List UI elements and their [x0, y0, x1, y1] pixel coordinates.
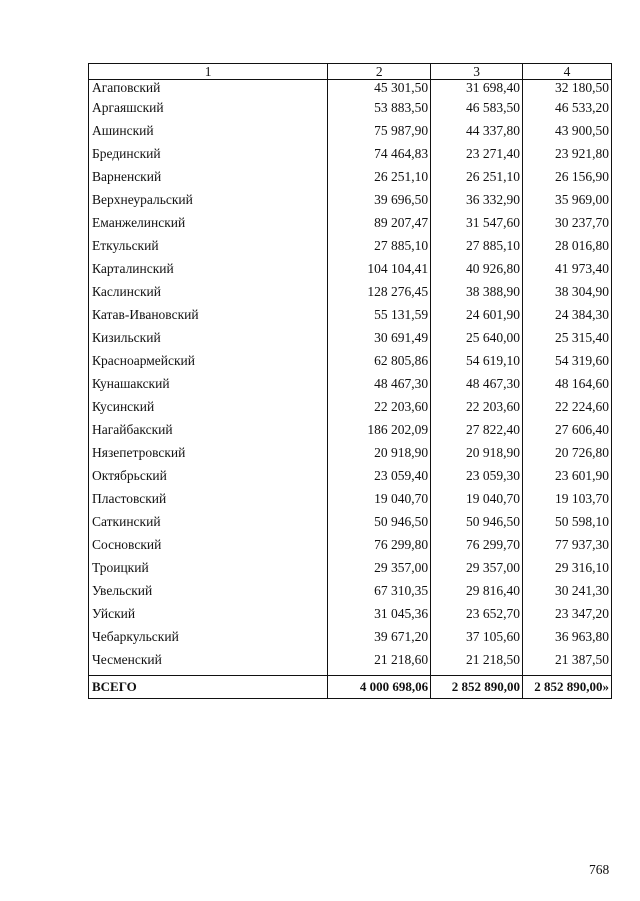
- value-cell-col4: 50 598,10: [523, 514, 612, 537]
- value-cell-col3: 24 601,90: [431, 307, 523, 330]
- table-row: [89, 468, 612, 491]
- value-cell-col3: 44 337,80: [431, 123, 523, 146]
- district-name-cell: Кизильский: [89, 330, 328, 353]
- value-cell-col4: 48 164,60: [523, 376, 612, 399]
- district-name-cell: Сосновский: [89, 537, 328, 560]
- table-row: [89, 192, 612, 215]
- value-cell-col4: 23 601,90: [523, 468, 612, 491]
- value-cell-col3: 54 619,10: [431, 353, 523, 376]
- table-row: [89, 261, 612, 284]
- value-cell-col4: 27 606,40: [523, 422, 612, 445]
- value-cell-col2: 30 691,49: [328, 330, 431, 353]
- table-row: [89, 537, 612, 560]
- table-row: [89, 560, 612, 583]
- table-row: [89, 238, 612, 261]
- value-cell-col3: 38 388,90: [431, 284, 523, 307]
- value-cell-col2: 26 251,10: [328, 169, 431, 192]
- value-cell-col2: 50 946,50: [328, 514, 431, 537]
- table-row: [89, 652, 612, 676]
- value-cell-col3: 50 946,50: [431, 514, 523, 537]
- value-cell-col4: 54 319,60: [523, 353, 612, 376]
- value-cell-col2: 48 467,30: [328, 376, 431, 399]
- table-row: [89, 629, 612, 652]
- value-cell-col4: 20 726,80: [523, 445, 612, 468]
- district-name-cell: Верхнеуральский: [89, 192, 328, 215]
- value-cell-col2: 186 202,09: [328, 422, 431, 445]
- district-name-cell: Ашинский: [89, 123, 328, 146]
- value-cell-col3: 23 271,40: [431, 146, 523, 169]
- value-cell-col2: 76 299,80: [328, 537, 431, 560]
- value-cell-col4: 38 304,90: [523, 284, 612, 307]
- value-cell-col4: 30 237,70: [523, 215, 612, 238]
- value-cell-col2: 74 464,83: [328, 146, 431, 169]
- district-name-cell: Каслинский: [89, 284, 328, 307]
- value-cell-col3: 29 816,40: [431, 583, 523, 606]
- value-cell-col3: 20 918,90: [431, 445, 523, 468]
- header-row: [89, 64, 612, 80]
- value-cell-col4: 24 384,30: [523, 307, 612, 330]
- district-name-cell: Агаповский: [89, 80, 328, 101]
- table-row: [89, 399, 612, 422]
- table-row: [89, 215, 612, 238]
- value-cell-col2: 21 218,60: [328, 652, 431, 676]
- value-cell-col3: 36 332,90: [431, 192, 523, 215]
- table-row: [89, 307, 612, 330]
- value-cell-col3: 27 885,10: [431, 238, 523, 261]
- value-cell-col4: 23 921,80: [523, 146, 612, 169]
- value-cell-col2: 75 987,90: [328, 123, 431, 146]
- table-row: [89, 606, 612, 629]
- value-cell-col2: 19 040,70: [328, 491, 431, 514]
- value-cell-col2: 45 301,50: [328, 80, 431, 101]
- table-row: [89, 169, 612, 192]
- value-cell-col2: 29 357,00: [328, 560, 431, 583]
- district-name-cell: Чесменский: [89, 652, 328, 676]
- value-cell-col4: 46 533,20: [523, 100, 612, 123]
- value-cell-col2: 22 203,60: [328, 399, 431, 422]
- table-row: [89, 491, 612, 514]
- value-cell-col3: 40 926,80: [431, 261, 523, 284]
- value-cell-col3: 2 852 890,00: [431, 676, 523, 699]
- district-name-cell: Еманжелинский: [89, 215, 328, 238]
- district-name-cell: ВСЕГО: [89, 676, 328, 699]
- table-row: [89, 123, 612, 146]
- table-row: [89, 353, 612, 376]
- budget-table: [88, 63, 612, 699]
- district-name-cell: Аргаяшский: [89, 100, 328, 123]
- table-row: [89, 514, 612, 537]
- value-cell-col4: 22 224,60: [523, 399, 612, 422]
- value-cell-col2: 104 104,41: [328, 261, 431, 284]
- table-row: [89, 146, 612, 169]
- value-cell-col3: 25 640,00: [431, 330, 523, 353]
- value-cell-col4: 30 241,30: [523, 583, 612, 606]
- value-cell-col4: 19 103,70: [523, 491, 612, 514]
- column-header: 2: [328, 64, 431, 80]
- value-cell-col2: 20 918,90: [328, 445, 431, 468]
- value-cell-col3: 29 357,00: [431, 560, 523, 583]
- district-name-cell: Пластовский: [89, 491, 328, 514]
- value-cell-col2: 89 207,47: [328, 215, 431, 238]
- value-cell-col3: 22 203,60: [431, 399, 523, 422]
- value-cell-col4: 41 973,40: [523, 261, 612, 284]
- total-row: [89, 676, 612, 699]
- value-cell-col2: 39 696,50: [328, 192, 431, 215]
- table-row: [89, 376, 612, 399]
- district-name-cell: Уйский: [89, 606, 328, 629]
- value-cell-col3: 21 218,50: [431, 652, 523, 676]
- table-row: [89, 445, 612, 468]
- district-name-cell: Увельский: [89, 583, 328, 606]
- value-cell-col2: 39 671,20: [328, 629, 431, 652]
- district-name-cell: Саткинский: [89, 514, 328, 537]
- district-name-cell: Нязепетровский: [89, 445, 328, 468]
- value-cell-col3: 76 299,70: [431, 537, 523, 560]
- value-cell-col2: 27 885,10: [328, 238, 431, 261]
- value-cell-col4: 25 315,40: [523, 330, 612, 353]
- column-header: 1: [89, 64, 328, 80]
- district-name-cell: Чебаркульский: [89, 629, 328, 652]
- value-cell-col3: 48 467,30: [431, 376, 523, 399]
- page-number: 768: [589, 862, 610, 877]
- district-name-cell: Варненский: [89, 169, 328, 192]
- district-name-cell: Еткульский: [89, 238, 328, 261]
- value-cell-col3: 27 822,40: [431, 422, 523, 445]
- value-cell-col2: 67 310,35: [328, 583, 431, 606]
- value-cell-col3: 19 040,70: [431, 491, 523, 514]
- value-cell-col4: 21 387,50: [523, 652, 612, 676]
- table-row: [89, 284, 612, 307]
- district-name-cell: Нагайбакский: [89, 422, 328, 445]
- value-cell-col2: 53 883,50: [328, 100, 431, 123]
- value-cell-col3: 31 698,40: [431, 80, 523, 101]
- value-cell-col4: 36 963,80: [523, 629, 612, 652]
- district-name-cell: Октябрьский: [89, 468, 328, 491]
- value-cell-col4: 35 969,00: [523, 192, 612, 215]
- value-cell-col3: 37 105,60: [431, 629, 523, 652]
- value-cell-col4: 43 900,50: [523, 123, 612, 146]
- value-cell-col4: 29 316,10: [523, 560, 612, 583]
- value-cell-col3: 23 059,30: [431, 468, 523, 491]
- value-cell-col3: 31 547,60: [431, 215, 523, 238]
- value-cell-col2: 23 059,40: [328, 468, 431, 491]
- table-row: [89, 422, 612, 445]
- district-name-cell: Кусинский: [89, 399, 328, 422]
- table-row: [89, 583, 612, 606]
- value-cell-col2: 62 805,86: [328, 353, 431, 376]
- value-cell-col4: 26 156,90: [523, 169, 612, 192]
- value-cell-col4: 32 180,50: [523, 80, 612, 101]
- value-cell-col4: 2 852 890,00»: [523, 676, 612, 699]
- value-cell-col2: 31 045,36: [328, 606, 431, 629]
- value-cell-col2: 128 276,45: [328, 284, 431, 307]
- column-header: 3: [431, 64, 523, 80]
- value-cell-col3: 26 251,10: [431, 169, 523, 192]
- table-header: [89, 64, 612, 80]
- value-cell-col3: 23 652,70: [431, 606, 523, 629]
- table-row: [89, 100, 612, 123]
- district-name-cell: Брединский: [89, 146, 328, 169]
- value-cell-col4: 77 937,30: [523, 537, 612, 560]
- district-name-cell: Троицкий: [89, 560, 328, 583]
- value-cell-col4: 28 016,80: [523, 238, 612, 261]
- value-cell-col3: 46 583,50: [431, 100, 523, 123]
- value-cell-col2: 55 131,59: [328, 307, 431, 330]
- column-header: 4: [523, 64, 612, 80]
- district-name-cell: Красноармейский: [89, 353, 328, 376]
- value-cell-col4: 23 347,20: [523, 606, 612, 629]
- table-body: [89, 80, 612, 699]
- district-name-cell: Карталинский: [89, 261, 328, 284]
- district-name-cell: Катав-Ивановский: [89, 307, 328, 330]
- district-name-cell: Кунашакский: [89, 376, 328, 399]
- value-cell-col2: 4 000 698,06: [328, 676, 431, 699]
- table-row: [89, 80, 612, 101]
- table-row: [89, 330, 612, 353]
